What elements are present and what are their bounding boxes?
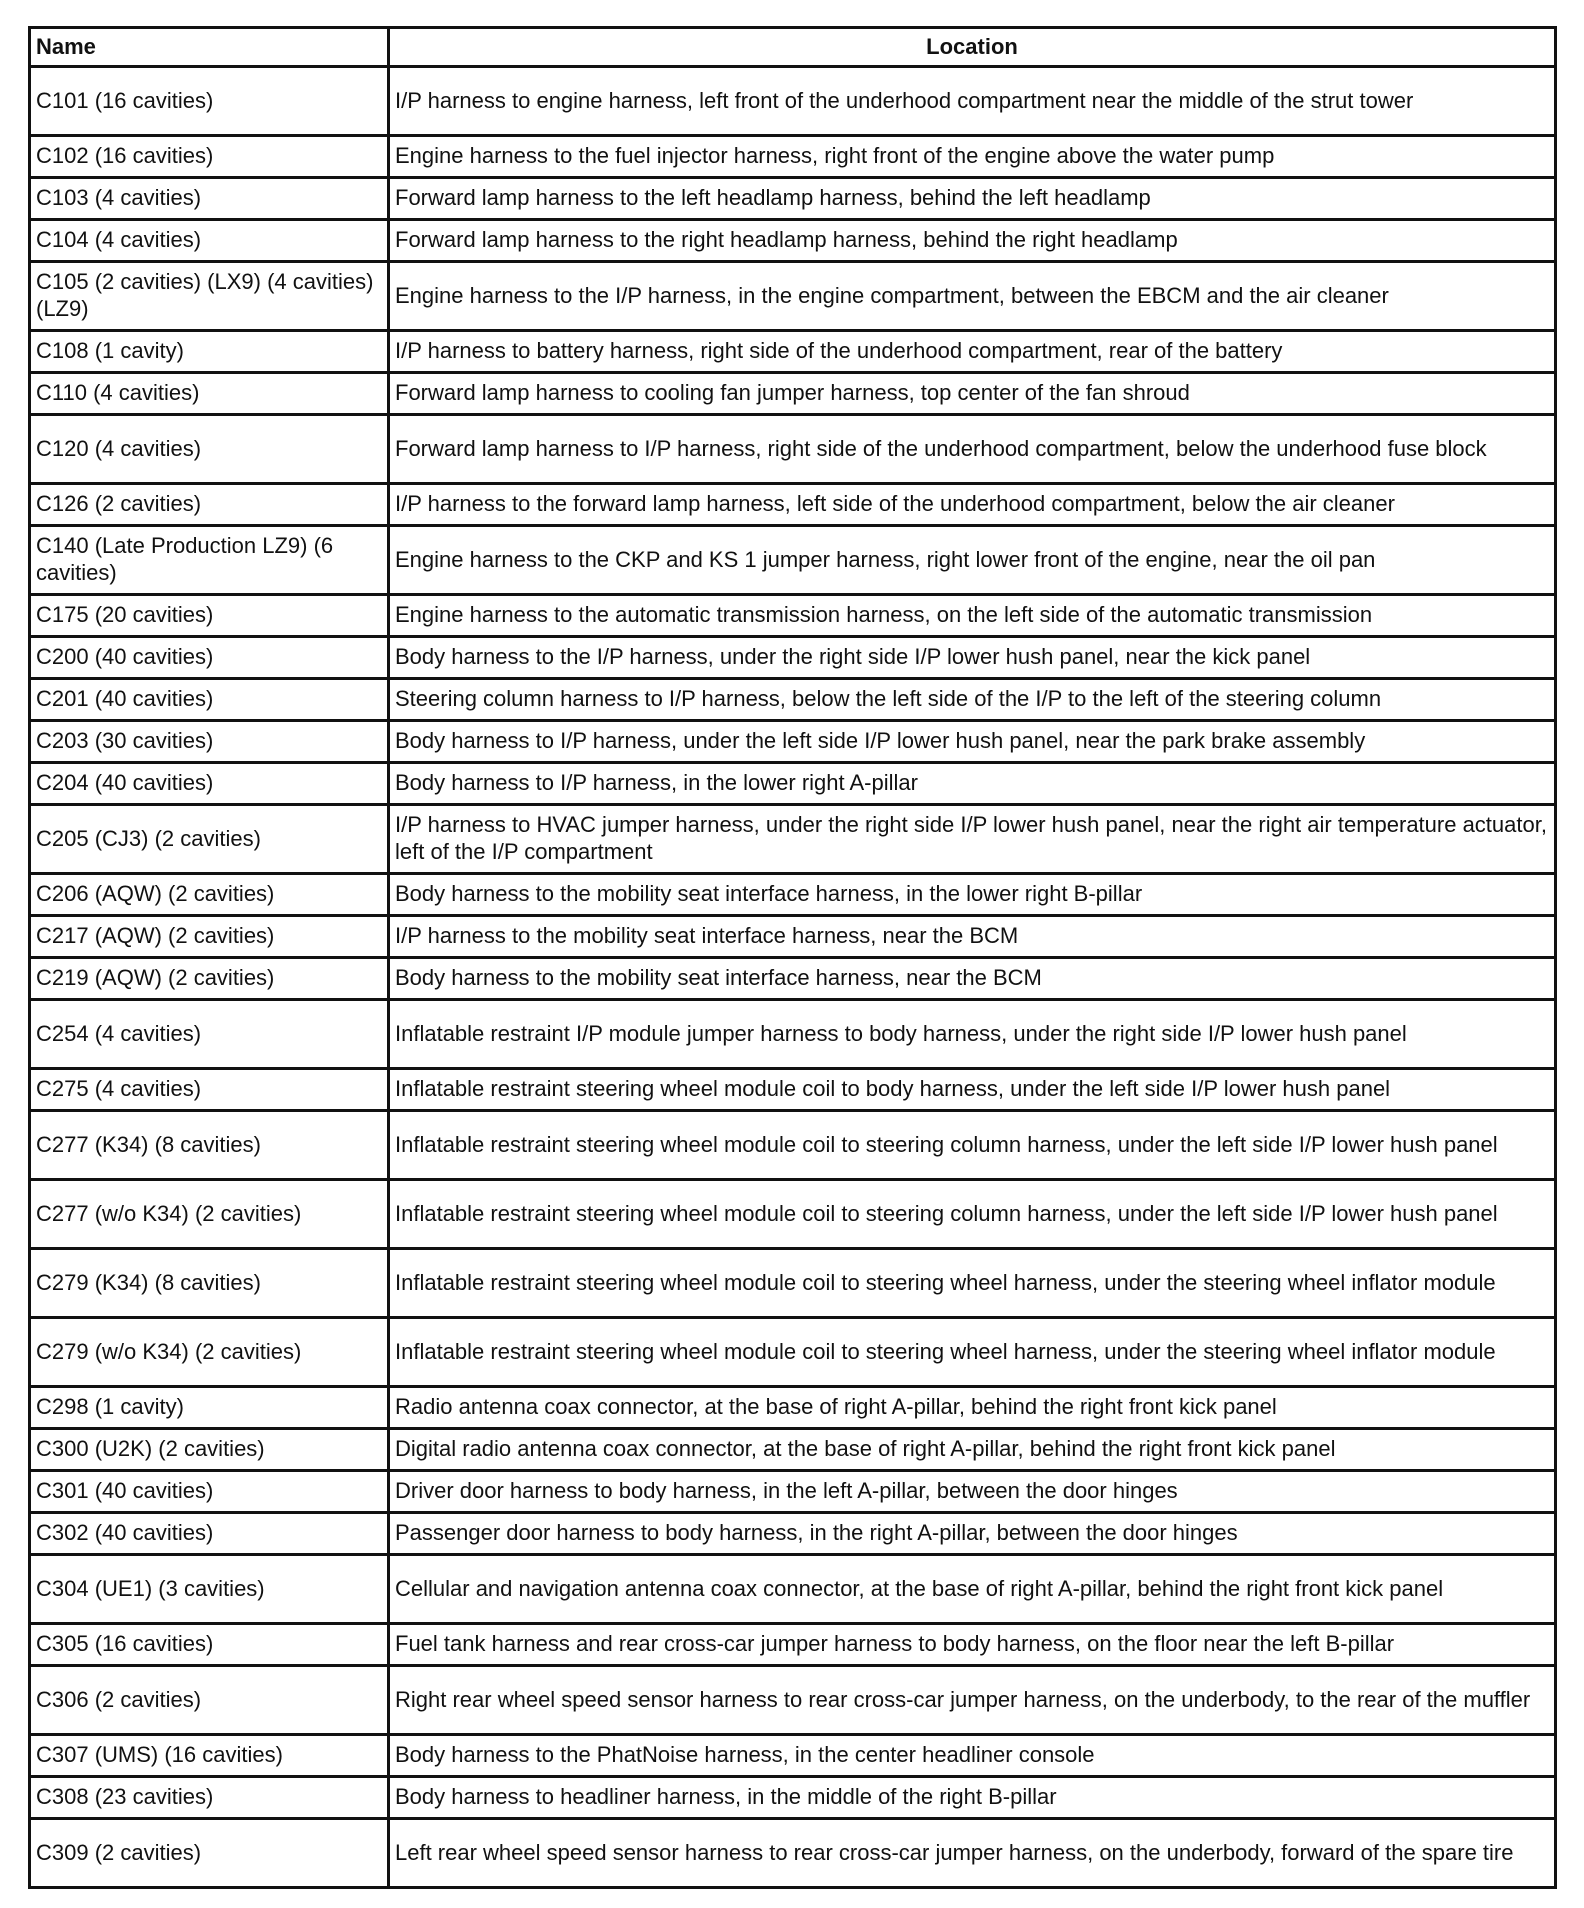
connector-name-cell: C300 (U2K) (2 cavities) (30, 1429, 389, 1471)
connector-location-cell: Passenger door harness to body harness, in the right A-pillar, between the door hinges (389, 1513, 1556, 1555)
connector-location-cell: Forward lamp harness to I/P harness, right side of the underhood compartment, below the underhood fuse block (389, 415, 1556, 484)
table-header-row (30, 28, 1556, 67)
connector-location-cell: Body harness to the mobility seat interface harness, in the lower right B-pillar (389, 874, 1556, 916)
connector-name-cell: C108 (1 cavity) (30, 331, 389, 373)
table-row (30, 679, 1556, 721)
connector-name-cell: C206 (AQW) (2 cavities) (30, 874, 389, 916)
connector-location-cell: Inflatable restraint I/P module jumper harness to body harness, under the right side I/P lower hush panel (389, 1000, 1556, 1069)
connector-name-cell: C277 (w/o K34) (2 cavities) (30, 1180, 389, 1249)
connector-location-cell: Inflatable restraint steering wheel module coil to steering column harness, under the left side I/P lower hush panel (389, 1180, 1556, 1249)
table-row (30, 136, 1556, 178)
connector-location-cell: Inflatable restraint steering wheel module coil to body harness, under the left side I/P lower hush panel (389, 1069, 1556, 1111)
connector-location-cell: Engine harness to the fuel injector harness, right front of the engine above the water pump (389, 136, 1556, 178)
table-row (30, 1555, 1556, 1624)
table-row (30, 1513, 1556, 1555)
connector-location-cell: I/P harness to HVAC jumper harness, under the right side I/P lower hush panel, near the right air temperature actuator, left of the I/P compartment (389, 805, 1556, 874)
connector-name-cell: C277 (K34) (8 cavities) (30, 1111, 389, 1180)
connector-location-cell: Digital radio antenna coax connector, at the base of right A-pillar, behind the right front kick panel (389, 1429, 1556, 1471)
connector-location-cell: I/P harness to battery harness, right side of the underhood compartment, rear of the battery (389, 331, 1556, 373)
connector-location-cell: Engine harness to the CKP and KS 1 jumper harness, right lower front of the engine, near the oil pan (389, 526, 1556, 595)
table-row (30, 1777, 1556, 1819)
table-row (30, 484, 1556, 526)
connector-location-cell: Forward lamp harness to the left headlamp harness, behind the left headlamp (389, 178, 1556, 220)
connector-name-cell: C126 (2 cavities) (30, 484, 389, 526)
connector-name-cell: C305 (16 cavities) (30, 1624, 389, 1666)
table-row (30, 373, 1556, 415)
connector-name-cell: C104 (4 cavities) (30, 220, 389, 262)
table-row (30, 1624, 1556, 1666)
connector-location-cell: Radio antenna coax connector, at the base of right A-pillar, behind the right front kick panel (389, 1387, 1556, 1429)
table-row (30, 415, 1556, 484)
table-row (30, 67, 1556, 136)
connector-location-cell: Cellular and navigation antenna coax connector, at the base of right A-pillar, behind the right front kick panel (389, 1555, 1556, 1624)
connector-location-table (28, 26, 1557, 1889)
connector-name-cell: C298 (1 cavity) (30, 1387, 389, 1429)
connector-location-cell: Fuel tank harness and rear cross-car jumper harness to body harness, on the floor near the left B-pillar (389, 1624, 1556, 1666)
table-row (30, 637, 1556, 679)
connector-location-cell: Body harness to the PhatNoise harness, in the center headliner console (389, 1735, 1556, 1777)
connector-name-cell: C306 (2 cavities) (30, 1666, 389, 1735)
connector-location-cell: Body harness to I/P harness, in the lower right A-pillar (389, 763, 1556, 805)
table-row (30, 805, 1556, 874)
connector-location-cell: Forward lamp harness to cooling fan jumper harness, top center of the fan shroud (389, 373, 1556, 415)
connector-location-cell: Forward lamp harness to the right headlamp harness, behind the right headlamp (389, 220, 1556, 262)
connector-name-cell: C102 (16 cavities) (30, 136, 389, 178)
connector-location-cell: Left rear wheel speed sensor harness to rear cross-car jumper harness, on the underbody, forward of the spare tire (389, 1819, 1556, 1888)
table-row (30, 331, 1556, 373)
connector-location-cell: Body harness to I/P harness, under the left side I/P lower hush panel, near the park brake assembly (389, 721, 1556, 763)
connector-name-cell: C175 (20 cavities) (30, 595, 389, 637)
table-row (30, 958, 1556, 1000)
table-row (30, 1819, 1556, 1888)
connector-name-cell: C254 (4 cavities) (30, 1000, 389, 1069)
table-row (30, 1387, 1556, 1429)
table-body (30, 67, 1556, 1888)
connector-name-cell: C301 (40 cavities) (30, 1471, 389, 1513)
table-row (30, 1000, 1556, 1069)
connector-location-cell: I/P harness to engine harness, left front of the underhood compartment near the middle of the strut tower (389, 67, 1556, 136)
column-header-name: Name (30, 28, 389, 67)
connector-location-cell: Inflatable restraint steering wheel module coil to steering column harness, under the left side I/P lower hush panel (389, 1111, 1556, 1180)
connector-name-cell: C120 (4 cavities) (30, 415, 389, 484)
table-row (30, 1111, 1556, 1180)
connector-name-cell: C275 (4 cavities) (30, 1069, 389, 1111)
table-row (30, 1471, 1556, 1513)
connector-name-cell: C204 (40 cavities) (30, 763, 389, 805)
connector-name-cell: C279 (K34) (8 cavities) (30, 1249, 389, 1318)
table-row (30, 178, 1556, 220)
connector-location-cell: Driver door harness to body harness, in the left A-pillar, between the door hinges (389, 1471, 1556, 1513)
connector-location-cell: Engine harness to the automatic transmission harness, on the left side of the automatic transmission (389, 595, 1556, 637)
table-row (30, 1069, 1556, 1111)
connector-name-cell: C110 (4 cavities) (30, 373, 389, 415)
connector-location-cell: Inflatable restraint steering wheel module coil to steering wheel harness, under the steering wheel inflator module (389, 1249, 1556, 1318)
column-header-location: Location (389, 28, 1556, 67)
connector-name-cell: C308 (23 cavities) (30, 1777, 389, 1819)
table-row (30, 874, 1556, 916)
connector-location-cell: Body harness to the mobility seat interface harness, near the BCM (389, 958, 1556, 1000)
connector-name-cell: C302 (40 cavities) (30, 1513, 389, 1555)
connector-name-cell: C140 (Late Production LZ9) (6 cavities) (30, 526, 389, 595)
connector-name-cell: C103 (4 cavities) (30, 178, 389, 220)
table-row (30, 1249, 1556, 1318)
table-row (30, 721, 1556, 763)
connector-name-cell: C200 (40 cavities) (30, 637, 389, 679)
connector-name-cell: C217 (AQW) (2 cavities) (30, 916, 389, 958)
table-row (30, 1180, 1556, 1249)
table-row (30, 595, 1556, 637)
connector-location-cell: Inflatable restraint steering wheel module coil to steering wheel harness, under the steering wheel inflator module (389, 1318, 1556, 1387)
connector-name-cell: C307 (UMS) (16 cavities) (30, 1735, 389, 1777)
table-row (30, 262, 1556, 331)
table-row (30, 1666, 1556, 1735)
table-row (30, 763, 1556, 805)
connector-location-cell: Steering column harness to I/P harness, below the left side of the I/P to the left of the steering column (389, 679, 1556, 721)
table-row (30, 916, 1556, 958)
connector-name-cell: C279 (w/o K34) (2 cavities) (30, 1318, 389, 1387)
connector-name-cell: C219 (AQW) (2 cavities) (30, 958, 389, 1000)
table-row (30, 220, 1556, 262)
connector-name-cell: C101 (16 cavities) (30, 67, 389, 136)
table-row (30, 1318, 1556, 1387)
connector-name-cell: C201 (40 cavities) (30, 679, 389, 721)
connector-name-cell: C309 (2 cavities) (30, 1819, 389, 1888)
connector-location-cell: I/P harness to the mobility seat interface harness, near the BCM (389, 916, 1556, 958)
connector-location-cell: I/P harness to the forward lamp harness, left side of the underhood compartment, below the air cleaner (389, 484, 1556, 526)
table-row (30, 1735, 1556, 1777)
connector-name-cell: C203 (30 cavities) (30, 721, 389, 763)
connector-name-cell: C304 (UE1) (3 cavities) (30, 1555, 389, 1624)
connector-location-cell: Engine harness to the I/P harness, in the engine compartment, between the EBCM and the air cleaner (389, 262, 1556, 331)
table-row (30, 1429, 1556, 1471)
connector-name-cell: C205 (CJ3) (2 cavities) (30, 805, 389, 874)
table-row (30, 526, 1556, 595)
connector-location-cell: Right rear wheel speed sensor harness to rear cross-car jumper harness, on the underbody, to the rear of the muffler (389, 1666, 1556, 1735)
connector-location-cell: Body harness to the I/P harness, under the right side I/P lower hush panel, near the kick panel (389, 637, 1556, 679)
connector-name-cell: C105 (2 cavities) (LX9) (4 cavities) (LZ9) (30, 262, 389, 331)
connector-location-cell: Body harness to headliner harness, in the middle of the right B-pillar (389, 1777, 1556, 1819)
